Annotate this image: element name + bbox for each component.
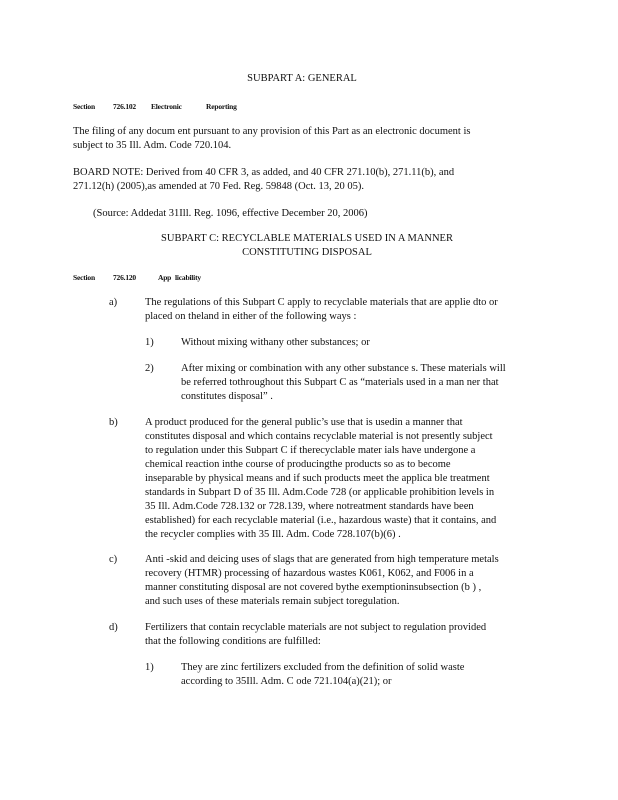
item-b-text <box>145 416 540 542</box>
item-a-line-1: The regulations of this Subpart C apply to recyclable materials that are applie dto or <box>145 297 498 308</box>
item-d-marker: d) <box>109 622 118 633</box>
item-b-line-9: the recycler complies with 35 Ill. Adm. Code 728.107(b)(6) . <box>145 529 401 540</box>
item-c-line-1: Anti -skid and deicing uses of slags that are generated from high temperature metals <box>145 554 499 565</box>
item-c-line-3: manner constituting disposal are not covered bythe exemptioninsubsection (b ) , <box>145 582 482 593</box>
subpart-c-line-1: SUBPART C: RECYCLABLE MATERIALS USED IN A MANNER <box>161 233 453 244</box>
item-b-line-2: constitutes disposal and which contains recyclable material is not presently subject <box>145 431 493 442</box>
item-b-marker: b) <box>109 417 118 428</box>
item-b-line-1: A product produced for the general public’s use that is usedin a manner that <box>145 417 463 428</box>
item-c-line-2: recovery (HTMR) processing of hazardous wastes K061, K062, and F006 in a <box>145 568 474 579</box>
item-c-line-4: and such uses of these materials remain subject toregulation. <box>145 596 400 607</box>
item-a2-line-2: be referred tothroughout this Subpart C as “materials used in a man ner that <box>181 377 499 388</box>
subpart-a-heading: SUBPART A: GENERAL <box>247 73 357 84</box>
item-a2-line-3: constitutes disposal” . <box>181 391 273 402</box>
item-a2-text <box>181 362 541 404</box>
item-a1-text <box>181 336 539 350</box>
item-d-text <box>145 621 540 649</box>
board-note-line-2: 271.12(h) (2005),as amended at 70 Fed. Reg. 59848 (Oct. 13, 20 05). <box>73 181 365 192</box>
item-b-line-6: standards in Subpart D of 35 Ill. Adm.Code 728 (or applicable prohibition levels in <box>145 487 495 498</box>
item-a1-marker: 1) <box>145 337 154 348</box>
subpart-c-line-2: CONSTITUTING DISPOSAL <box>242 247 372 258</box>
item-d1-text <box>181 661 521 689</box>
item-c-marker: c) <box>109 554 118 565</box>
item-b-line-3: to regulation under this Subpart C if therecyclable mater ials have undergone a <box>145 445 476 456</box>
filing-paragraph <box>73 125 528 153</box>
section-726-102-title-part2: Reporting <box>206 102 237 111</box>
item-a-text <box>145 296 540 324</box>
item-d-line-1: Fertilizers that contain recyclable materials are not subject to regulation provided <box>145 622 487 633</box>
filing-line-2: subject to 35 Ill. Adm. Code 720.104. <box>73 140 232 151</box>
board-note-line-1: BOARD NOTE: Derived from 40 CFR 3, as added, and 40 CFR 271.10(b), 271.11(b), and <box>73 167 455 178</box>
item-a2-marker: 2) <box>145 363 154 374</box>
section-726-120-number: 726.120 <box>113 273 136 282</box>
item-b-line-8: established) for each recyclable material (i.e., hazardous waste) that it contains, and <box>145 515 497 526</box>
item-c-text <box>145 553 540 609</box>
item-d1-line-2: according to 35Ill. Adm. C ode 721.104(a)(21); or <box>181 676 392 687</box>
section-726-102-title-part1: Electronic <box>151 102 182 111</box>
section-726-102-label: Section <box>73 102 95 111</box>
item-b-line-5: inseparable by physical means and if such products meet the applica ble treatment <box>145 473 490 484</box>
item-a-line-2: placed on theland in either of the following ways : <box>145 311 357 322</box>
item-a1-line-1: Without mixing withany other substances; or <box>181 337 370 348</box>
item-d1-marker: 1) <box>145 662 154 673</box>
section-726-102-number: 726.102 <box>113 102 136 111</box>
item-b-line-7: 35 Ill. Adm.Code 728.132 or 728.139, where notreatment standards have been <box>145 501 474 512</box>
source-note: (Source: Addedat 31Ill. Reg. 1096, effective December 20, 2006) <box>93 208 368 219</box>
item-a2-line-1: After mixing or combination with any other substance s. These materials will <box>181 363 506 374</box>
section-726-120-title-part2: licability <box>175 273 201 282</box>
section-726-120-label: Section <box>73 273 95 282</box>
filing-line-1: The filing of any docum ent pursuant to any provision of this Part as an electronic document is <box>73 126 471 137</box>
subpart-c-heading <box>140 232 474 260</box>
item-b-line-4: chemical reaction inthe course of producingthe products so as to become <box>145 459 451 470</box>
item-a-marker: a) <box>109 297 118 308</box>
board-note-paragraph <box>73 166 528 194</box>
item-d1-line-1: They are zinc fertilizers excluded from the definition of solid waste <box>181 662 465 673</box>
section-726-120-title-part1: App <box>158 273 172 282</box>
item-d-line-2: that the following conditions are fulfilled: <box>145 636 321 647</box>
